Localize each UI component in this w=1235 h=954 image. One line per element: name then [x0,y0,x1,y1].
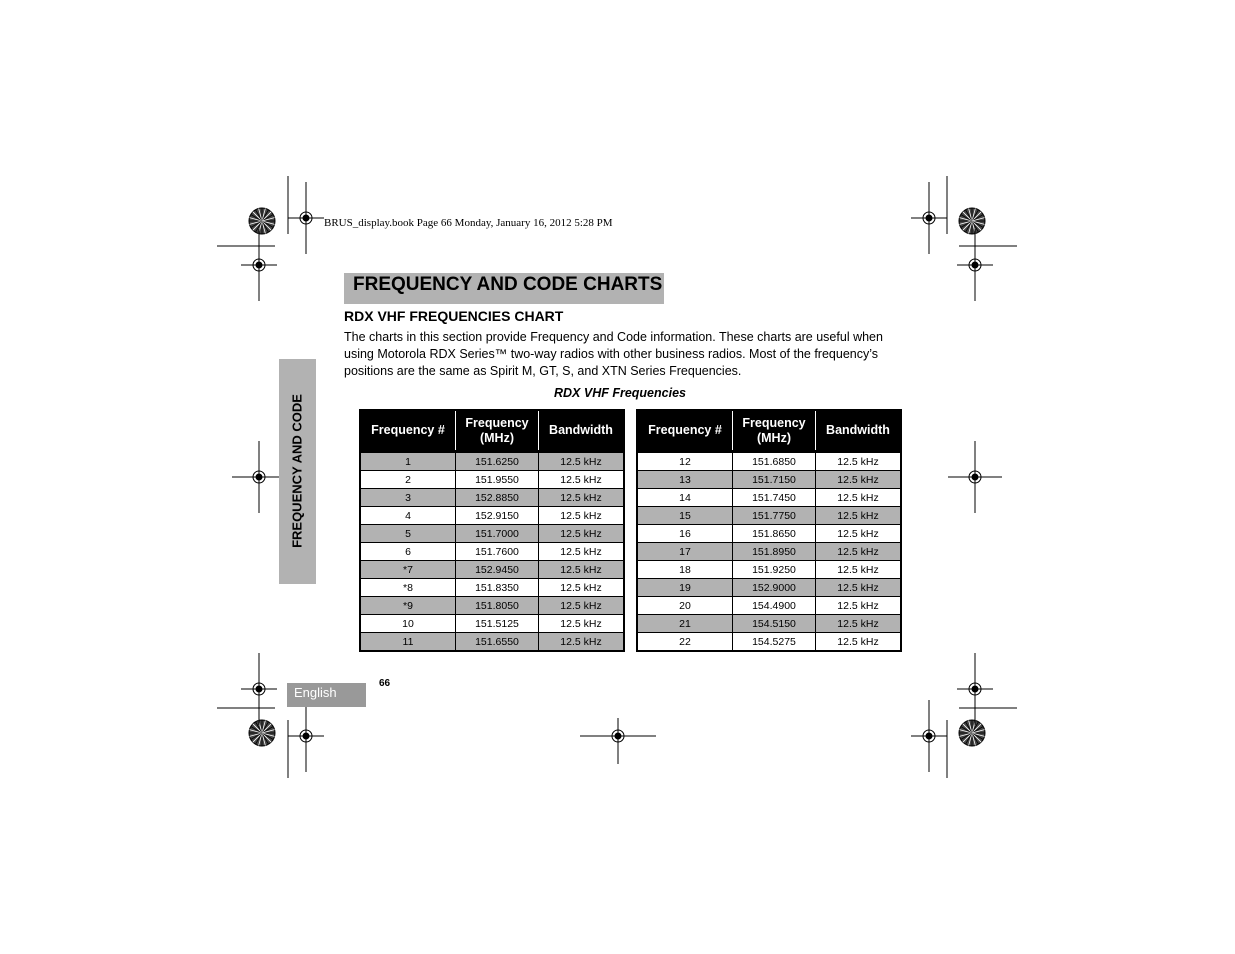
intro-line: The charts in this section provide Frequency and Code information. These charts are useful when [344,330,883,344]
table-row [637,507,901,525]
cell-bandwidth: 12.5 kHz [539,489,625,507]
subsection-title: RDX VHF FREQUENCIES CHART [344,308,564,324]
cell-bandwidth: 12.5 kHz [816,489,902,507]
cell-frequency-number: 6 [360,543,456,561]
header-frequency-mhz-line2: (MHz) [756,430,791,445]
header-frequency-mhz-line1: Frequency [465,415,529,430]
intro-line: positions are the same as Spirit M, GT, S, and XTN Series Frequencies. [344,364,742,378]
cell-frequency-number: 5 [360,525,456,543]
cell-frequency-number: 14 [637,489,733,507]
table-row [360,615,624,633]
table-row [360,543,624,561]
cell-bandwidth: 12.5 kHz [816,507,902,525]
cell-bandwidth: 12.5 kHz [816,561,902,579]
table-row [637,489,901,507]
section-title-box [344,273,664,304]
cell-frequency-mhz: 151.8650 [733,525,816,543]
language-label: English [294,685,337,700]
cell-frequency-number: 16 [637,525,733,543]
table-row [360,561,624,579]
cell-frequency-mhz: 154.5150 [733,615,816,633]
cell-frequency-number: 12 [637,452,733,471]
cell-frequency-mhz: 151.6250 [456,452,539,471]
cell-frequency-number: 22 [637,633,733,652]
cell-frequency-number: 10 [360,615,456,633]
cell-bandwidth: 12.5 kHz [816,579,902,597]
page-number: 66 [379,678,391,689]
cell-frequency-mhz: 152.8850 [456,489,539,507]
cell-bandwidth: 12.5 kHz [816,597,902,615]
cell-frequency-number: 1 [360,452,456,471]
cell-frequency-number: *9 [360,597,456,615]
starburst-registration-icon [249,208,275,234]
cell-bandwidth: 12.5 kHz [539,543,625,561]
cell-bandwidth: 12.5 kHz [816,471,902,489]
cell-frequency-mhz: 151.6850 [733,452,816,471]
cell-frequency-mhz: 151.5125 [456,615,539,633]
table-row [360,579,624,597]
cell-frequency-number: 18 [637,561,733,579]
table-row [360,507,624,525]
table-row [360,633,624,652]
header-frequency-mhz [456,410,539,452]
intro-line: using Motorola RDX Series™ two-way radios with other business radios. Most of the frequency’s [344,347,879,361]
cell-bandwidth: 12.5 kHz [539,597,625,615]
cell-frequency-number: 3 [360,489,456,507]
cell-frequency-mhz: 151.7600 [456,543,539,561]
cell-frequency-mhz: 151.9250 [733,561,816,579]
cell-frequency-mhz: 152.9450 [456,561,539,579]
header-frequency-mhz-line2: (MHz) [479,430,514,445]
cell-bandwidth: 12.5 kHz [816,633,902,652]
cell-frequency-mhz: 151.7450 [733,489,816,507]
cell-frequency-mhz: 151.7000 [456,525,539,543]
cell-frequency-number: 20 [637,597,733,615]
cell-frequency-mhz: 151.9550 [456,471,539,489]
cell-frequency-number: *8 [360,579,456,597]
header-bandwidth: Bandwidth [816,410,902,452]
cell-frequency-number: 17 [637,543,733,561]
cell-bandwidth: 12.5 kHz [539,507,625,525]
table-row [637,471,901,489]
table-row [637,579,901,597]
table-header-row [360,410,624,452]
table-row [360,452,624,471]
intro-paragraph [344,329,889,380]
cell-frequency-number: 19 [637,579,733,597]
table-header-row [637,410,901,452]
table-row [637,452,901,471]
cell-frequency-number: 4 [360,507,456,525]
table-row [637,561,901,579]
frequency-table-left [359,409,625,652]
header-bandwidth: Bandwidth [539,410,625,452]
frequency-table-right [636,409,902,652]
cell-bandwidth: 12.5 kHz [539,579,625,597]
page-title: FREQUENCY AND CODE CHARTS [353,274,663,295]
cell-frequency-number: 15 [637,507,733,525]
side-tab-label: FREQUENCY AND CODE [289,394,305,548]
cell-bandwidth: 12.5 kHz [816,615,902,633]
cell-bandwidth: 12.5 kHz [539,471,625,489]
table-row [637,597,901,615]
cell-frequency-mhz: 151.7750 [733,507,816,525]
cell-frequency-number: 2 [360,471,456,489]
cell-frequency-number: *7 [360,561,456,579]
table-caption: RDX VHF Frequencies [554,386,686,400]
cell-frequency-number: 11 [360,633,456,652]
cell-bandwidth: 12.5 kHz [539,452,625,471]
starburst-registration-icon [959,208,985,234]
header-frequency-number: Frequency # [637,410,733,452]
cell-frequency-mhz: 151.8050 [456,597,539,615]
cell-frequency-number: 13 [637,471,733,489]
table-row [637,615,901,633]
cell-bandwidth: 12.5 kHz [539,633,625,652]
table-row [637,525,901,543]
cell-frequency-mhz: 151.8950 [733,543,816,561]
starburst-registration-icon [249,720,275,746]
cell-bandwidth: 12.5 kHz [816,543,902,561]
table-row [637,543,901,561]
cell-frequency-mhz: 152.9000 [733,579,816,597]
print-header-line: BRUS_display.book Page 66 Monday, January 16, 2012 5:28 PM [324,217,613,229]
cell-frequency-mhz: 154.5275 [733,633,816,652]
starburst-registration-icon [959,720,985,746]
cell-frequency-mhz: 154.4900 [733,597,816,615]
cell-frequency-mhz: 151.7150 [733,471,816,489]
header-frequency-mhz-line1: Frequency [742,415,806,430]
cell-bandwidth: 12.5 kHz [539,561,625,579]
cell-frequency-mhz: 152.9150 [456,507,539,525]
table-row [360,597,624,615]
table-row [360,471,624,489]
cell-bandwidth: 12.5 kHz [539,525,625,543]
header-frequency-number: Frequency # [360,410,456,452]
cell-bandwidth: 12.5 kHz [816,452,902,471]
table-row [360,525,624,543]
cell-frequency-mhz: 151.6550 [456,633,539,652]
table-row [360,489,624,507]
language-tab [287,683,366,707]
table-row [637,633,901,652]
header-frequency-mhz [733,410,816,452]
cell-bandwidth: 12.5 kHz [816,525,902,543]
side-chapter-tab [279,359,316,584]
cell-frequency-mhz: 151.8350 [456,579,539,597]
cell-bandwidth: 12.5 kHz [539,615,625,633]
cell-frequency-number: 21 [637,615,733,633]
